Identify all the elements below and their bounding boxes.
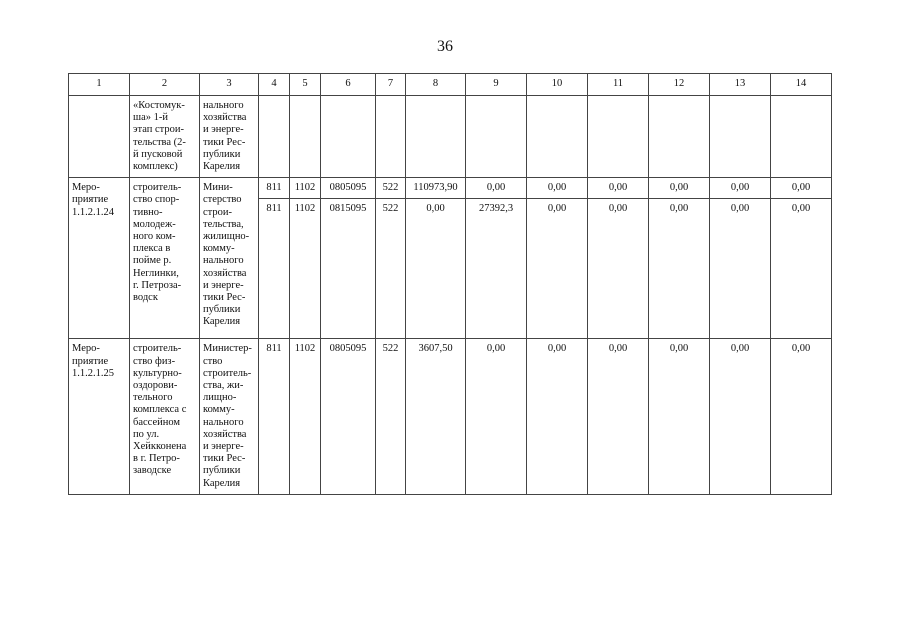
cell-line: тики Рес- (203, 292, 246, 304)
cell-line: и энерге- (203, 124, 244, 136)
value-cell (649, 339, 710, 494)
cell-line: 522 (382, 203, 399, 215)
header-cell: 14 (771, 74, 832, 96)
value-cell (527, 339, 588, 494)
cell-line: строитель- (203, 367, 252, 379)
cell-line: ства, жи- (203, 380, 244, 392)
cell-line: тельного (133, 392, 173, 404)
value-cell (588, 199, 649, 339)
cell-line: нального (203, 100, 244, 111)
measure-id-cell (69, 178, 130, 339)
header-cell: 4 (259, 74, 290, 96)
executor-cell (200, 339, 259, 494)
value-cell (290, 178, 321, 199)
cell-line: 1102 (294, 343, 316, 355)
cell-line: 0,00 (547, 343, 567, 355)
page-number: 36 (437, 38, 453, 55)
budget-table (68, 73, 832, 495)
value-cell (466, 96, 527, 178)
header-cell: 6 (321, 74, 376, 96)
cell-line: и энерге- (203, 441, 244, 453)
header-cell: 9 (466, 74, 527, 96)
cell-line: молодеж- (133, 218, 176, 230)
cell-line: нального (203, 416, 244, 428)
value-cell (649, 96, 710, 178)
cell-line: тики Рес- (203, 453, 246, 465)
cell-line: 522 (382, 343, 399, 355)
cell-line: тельства (2- (133, 136, 186, 148)
cell-line: приятие (72, 194, 109, 206)
cell-line: хозяйства (203, 112, 247, 124)
cell-line: публики (203, 304, 241, 316)
value-cell (771, 339, 832, 494)
value-cell (710, 199, 771, 339)
value-cell (466, 339, 527, 494)
measure-id-cell (69, 96, 130, 178)
value-cell (649, 178, 710, 199)
cell-line: ство физ- (133, 355, 176, 367)
value-cell (588, 178, 649, 199)
cell-line: нального (203, 255, 244, 267)
cell-line: лищно- (203, 392, 237, 404)
cell-line: 0,00 (669, 203, 689, 215)
cell-line: водск (133, 292, 158, 304)
value-cell (376, 96, 406, 178)
header-cell: 11 (588, 74, 649, 96)
cell-line: 0815095 (329, 203, 367, 215)
cell-line: этап строи- (133, 124, 184, 136)
table-row (69, 339, 832, 494)
value-cell (771, 96, 832, 178)
value-cell (527, 199, 588, 339)
value-cell (527, 96, 588, 178)
header-cell: 3 (200, 74, 259, 96)
cell-line: публики (203, 465, 241, 477)
cell-line: строитель- (133, 182, 182, 194)
cell-line: оздорови- (133, 380, 178, 392)
executor-cell (200, 178, 259, 339)
cell-line: строи- (203, 206, 232, 218)
value-cell (406, 178, 466, 199)
cell-line: хозяйства (203, 428, 247, 440)
cell-line: жилищно- (203, 231, 250, 243)
cell-line: плекса в (133, 243, 171, 255)
cell-line: 0,00 (669, 343, 689, 355)
value-cell (710, 339, 771, 494)
cell-line: по ул. (133, 428, 160, 440)
cell-line: ство спор- (133, 194, 180, 206)
header-cell: 5 (290, 74, 321, 96)
cell-line: приятие (72, 355, 109, 367)
cell-line: 27392,3 (478, 203, 514, 215)
cell-line: 110973,90 (413, 182, 458, 194)
cell-line: 0,00 (730, 203, 750, 215)
cell-line: заводске (133, 465, 172, 477)
cell-line: комплекса с (133, 404, 187, 416)
continuation-row (69, 96, 832, 178)
value-cell (376, 339, 406, 494)
cell-line: 0,00 (608, 203, 628, 215)
cell-line: 811 (266, 203, 282, 215)
cell-line: 0805095 (329, 182, 367, 194)
executor-cell (200, 96, 259, 178)
header-cell: 13 (710, 74, 771, 96)
value-cell (376, 178, 406, 199)
cell-line: 0,00 (608, 343, 628, 355)
cell-line: культурно- (133, 367, 182, 379)
cell-line: комму- (203, 243, 235, 255)
cell-line: ша» 1-й (133, 112, 168, 124)
header-cell: 2 (130, 74, 200, 96)
header-row (69, 74, 832, 96)
value-cell (259, 96, 290, 178)
measure-id-cell (69, 339, 130, 494)
cell-line: строитель- (133, 343, 182, 355)
cell-line: г. Петроза- (133, 279, 182, 291)
header-cell: 8 (406, 74, 466, 96)
cell-line: 522 (382, 182, 399, 194)
value-cell (321, 96, 376, 178)
value-cell (321, 199, 376, 339)
cell-line: 0,00 (608, 182, 628, 194)
value-cell (466, 199, 527, 339)
measure-name-cell (130, 178, 200, 339)
cell-line: Меро- (72, 182, 100, 194)
cell-line: Мини- (203, 182, 233, 194)
cell-line: «Костомук- (133, 100, 185, 111)
value-cell (290, 96, 321, 178)
cell-line: публики (203, 148, 241, 160)
cell-line: тивно- (133, 206, 163, 218)
cell-line: стерство (203, 194, 242, 206)
value-cell (259, 178, 290, 199)
cell-line: 1.1.2.1.25 (72, 367, 114, 379)
cell-line: Меро- (72, 343, 100, 355)
cell-line: 0805095 (329, 343, 367, 355)
cell-line: 3607,50 (418, 343, 453, 355)
cell-line: 0,00 (730, 343, 750, 355)
value-cell (588, 96, 649, 178)
cell-line: ного ком- (133, 231, 176, 243)
cell-line: 1.1.2.1.24 (72, 206, 114, 218)
header-cell: 12 (649, 74, 710, 96)
value-cell (588, 339, 649, 494)
header-cell: 1 (69, 74, 130, 96)
cell-line: 0,00 (730, 182, 750, 194)
value-cell (527, 178, 588, 199)
cell-line: хозяйства (203, 267, 247, 279)
cell-line: Карелия (203, 316, 241, 328)
value-cell (466, 178, 527, 199)
value-cell (406, 199, 466, 339)
cell-line: 0,00 (486, 343, 506, 355)
value-cell (259, 339, 290, 494)
cell-line: 811 (266, 182, 282, 194)
value-cell (321, 178, 376, 199)
value-cell (259, 199, 290, 339)
cell-line: Неглинки, (133, 267, 179, 279)
cell-line: 0,00 (791, 343, 811, 355)
cell-line: 0,00 (669, 182, 689, 194)
value-cell (710, 178, 771, 199)
header-cell: 7 (376, 74, 406, 96)
cell-line: 0,00 (486, 182, 506, 194)
table-row (69, 178, 832, 199)
value-cell (649, 199, 710, 339)
cell-line: Карелия (203, 477, 241, 489)
measure-name-cell (130, 339, 200, 494)
cell-line: комму- (203, 404, 235, 416)
value-cell (771, 199, 832, 339)
cell-line: Хейкконена (133, 441, 187, 453)
value-cell (290, 339, 321, 494)
cell-line: 1102 (294, 182, 316, 194)
cell-line: 811 (266, 343, 282, 355)
cell-line: в г. Петро- (133, 453, 180, 465)
cell-line: й пусковой (133, 148, 183, 160)
cell-line: 0,00 (547, 182, 567, 194)
cell-line: бассейном (133, 416, 181, 428)
value-cell (290, 199, 321, 339)
cell-line: Министер- (203, 343, 252, 355)
cell-line: 0,00 (791, 203, 811, 215)
cell-line: 1102 (294, 203, 316, 215)
cell-line: тельства, (203, 218, 244, 230)
cell-line: 0,00 (547, 203, 567, 215)
cell-line: ство (203, 355, 223, 367)
cell-line: 0,00 (791, 182, 811, 194)
cell-line: пойме р. (133, 255, 172, 267)
measure-name-cell (130, 96, 200, 178)
value-cell (710, 96, 771, 178)
value-cell (321, 339, 376, 494)
value-cell (406, 96, 466, 178)
cell-line: Карелия (203, 161, 241, 173)
cell-line: комплекс) (133, 161, 178, 173)
cell-line: 0,00 (426, 203, 445, 215)
value-cell (376, 199, 406, 339)
value-cell (771, 178, 832, 199)
cell-line: тики Рес- (203, 136, 246, 148)
value-cell (406, 339, 466, 494)
header-cell: 10 (527, 74, 588, 96)
cell-line: и энерге- (203, 279, 244, 291)
